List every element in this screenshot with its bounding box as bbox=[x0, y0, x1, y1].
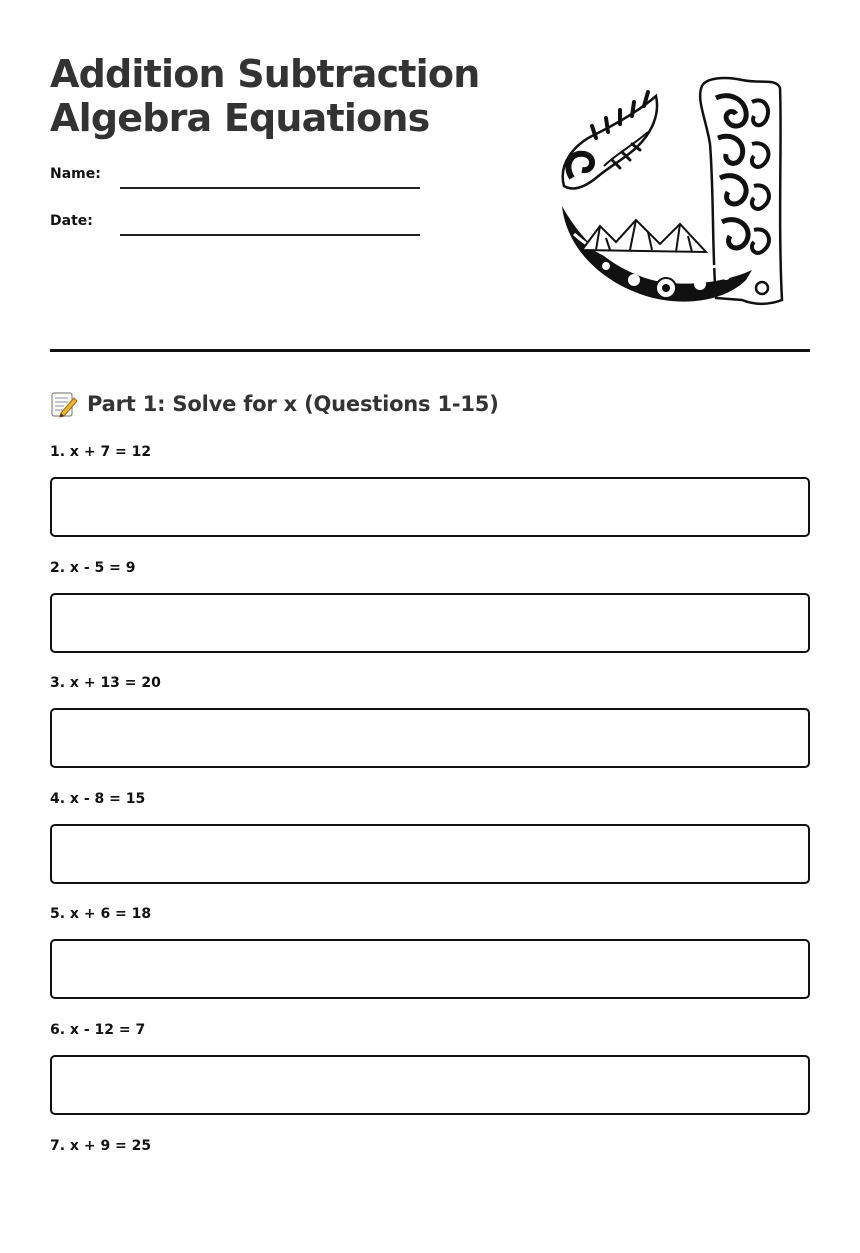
answer-box[interactable] bbox=[50, 708, 810, 768]
answer-box[interactable] bbox=[50, 477, 810, 537]
question-item bbox=[50, 1138, 810, 1253]
title-line-1: Addition Subtraction bbox=[50, 52, 480, 96]
question-label: 7. x + 9 = 25 bbox=[50, 1137, 152, 1154]
date-line[interactable] bbox=[120, 234, 420, 236]
question-label: 6. x - 12 = 7 bbox=[50, 1021, 146, 1038]
question-item bbox=[50, 791, 810, 907]
name-line[interactable] bbox=[120, 187, 420, 189]
name-label: Name: bbox=[50, 166, 101, 182]
date-field[interactable] bbox=[50, 211, 420, 235]
question-item bbox=[50, 906, 810, 1022]
section-title: Part 1: Solve for x (Questions 1-15) bbox=[87, 392, 499, 416]
worksheet-title bbox=[50, 52, 510, 140]
worksheet-header bbox=[50, 0, 810, 416]
answer-box[interactable] bbox=[50, 593, 810, 653]
question-label: 5. x + 6 = 18 bbox=[50, 906, 152, 923]
answer-box[interactable] bbox=[50, 824, 810, 884]
worksheet-page bbox=[50, 0, 810, 1154]
questions-list bbox=[50, 444, 810, 1253]
name-field[interactable] bbox=[50, 164, 420, 188]
question-item bbox=[50, 1022, 810, 1138]
ornamental-letter-j-illustration bbox=[556, 74, 790, 310]
answer-box[interactable] bbox=[50, 939, 810, 999]
header-divider bbox=[50, 349, 810, 352]
title-line-2: Algebra Equations bbox=[50, 96, 430, 140]
question-item bbox=[50, 444, 810, 560]
date-label: Date: bbox=[50, 213, 93, 229]
question-label: 3. x + 13 = 20 bbox=[50, 675, 161, 692]
memo-pencil-icon bbox=[50, 390, 78, 418]
question-item bbox=[50, 675, 810, 791]
section-heading bbox=[50, 388, 499, 420]
question-item bbox=[50, 560, 810, 676]
answer-box[interactable] bbox=[50, 1055, 810, 1115]
question-label: 1. x + 7 = 12 bbox=[50, 444, 152, 460]
question-label: 2. x - 5 = 9 bbox=[50, 559, 136, 576]
question-label: 4. x - 8 = 15 bbox=[50, 790, 146, 807]
